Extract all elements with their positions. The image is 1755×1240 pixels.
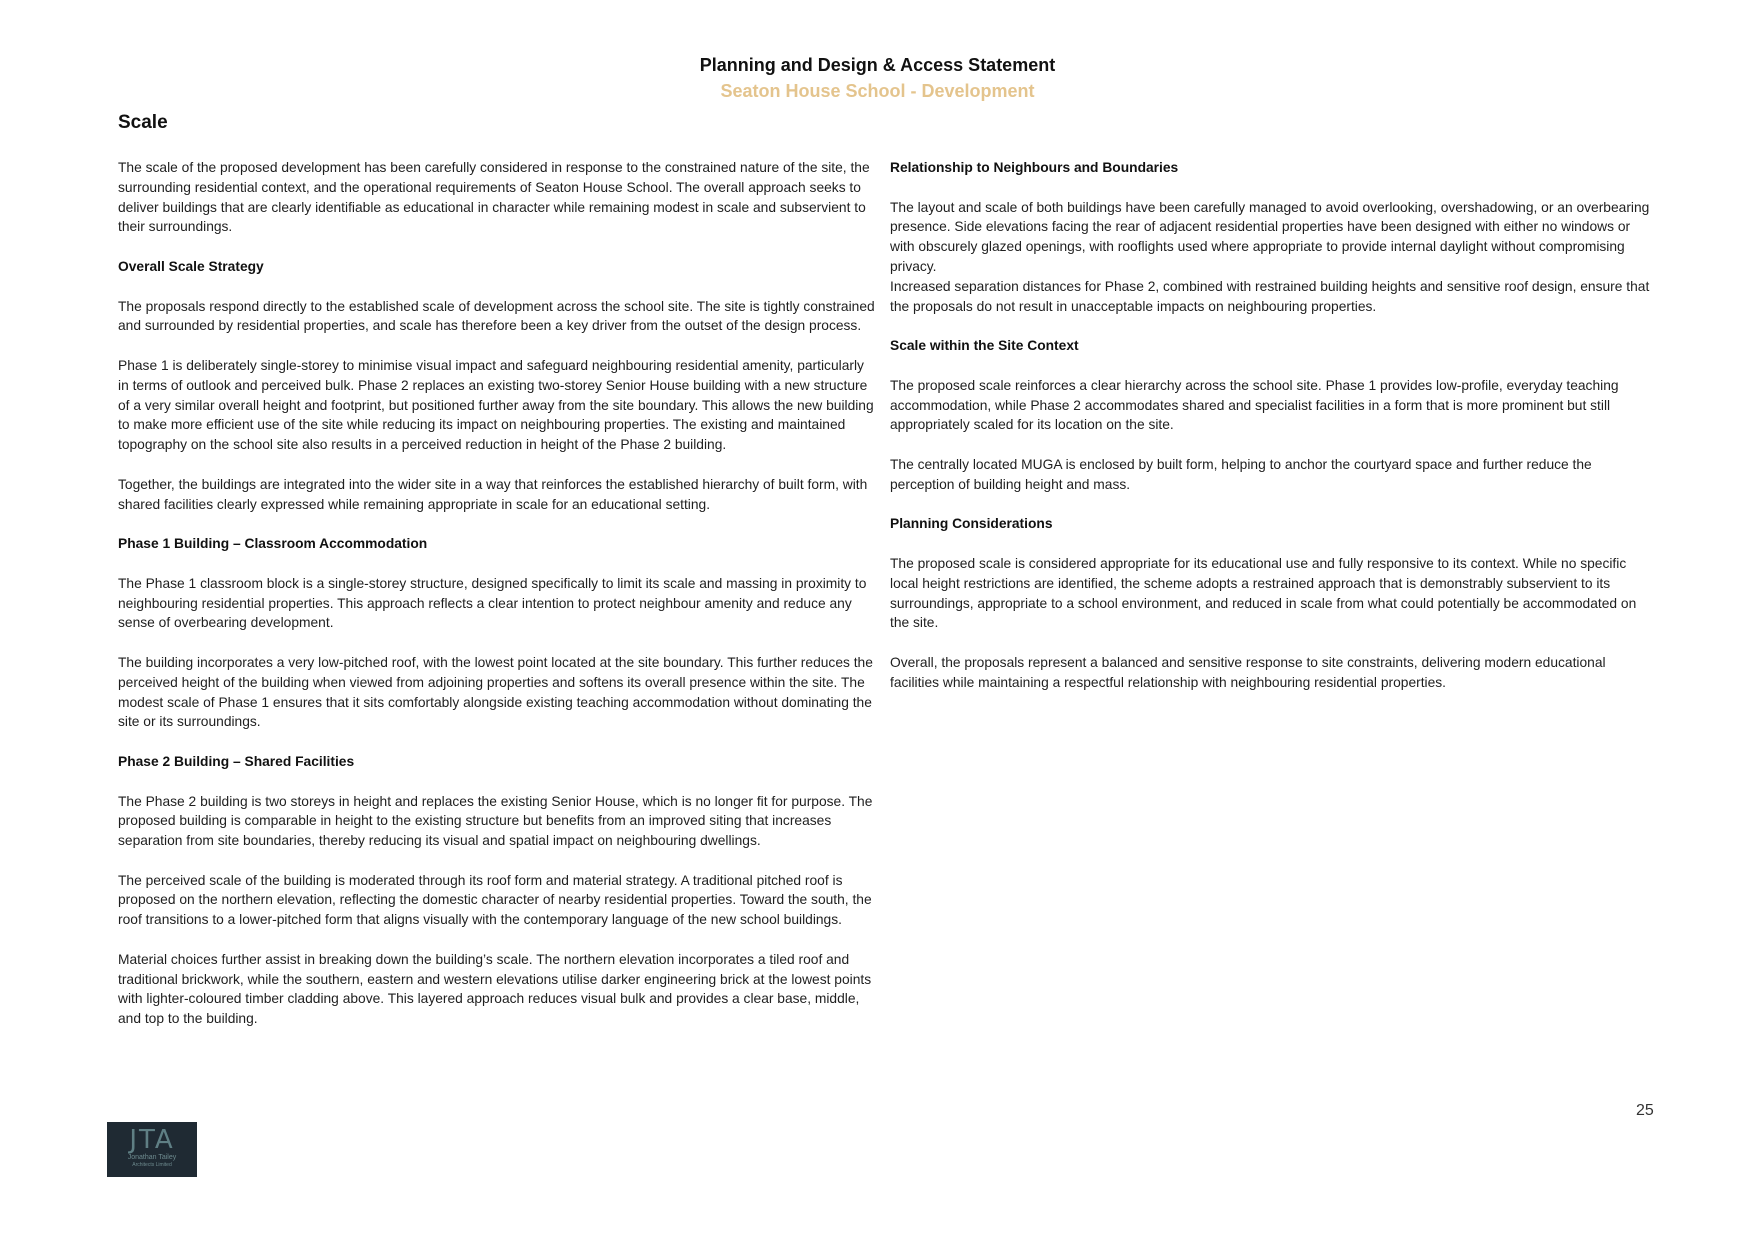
intro-paragraph: The scale of the proposed development has been carefully considered in response to the constrained nature of the site, the surrounding residential context, and the operational requirements of Seaton House School. The overall approach seeks to deliver buildings that are clearly identifiable as educational in character while remaining modest in scale and subservient to their surroundings. xyxy=(118,160,870,235)
neighbours-paragraph-2: Increased separation distances for Phase 2, combined with restrained building heights and sensitive roof design, ensure that the proposals do not result in unacceptable impacts on neighbouring properties. xyxy=(890,278,1650,314)
phase1-heading: Phase 1 Building – Classroom Accommodation xyxy=(118,536,428,552)
section-title: Scale xyxy=(118,112,168,133)
planning-heading: Planning Considerations xyxy=(890,516,1053,532)
overall-paragraph-2: Phase 1 is deliberately single-storey to minimise visual impact and safeguard neighbouring residential amenity, particularly in terms of outlook and perceived bulk. Phase 2 replaces an existing two-storey Senior House building with a new structure of a very similar overall height and footprint, but positioned further away from the site boundary. This allows the new building to make more efficient use of the site while reducing its impact on neighbouring properties. The existing and maintained topography on the school site also results in a perceived reduction in height of the Phase 2 building. xyxy=(118,357,874,453)
left-column xyxy=(118,158,878,1049)
document-subtitle: Seaton House School - Development xyxy=(720,81,1035,101)
planning-paragraph-1: The proposed scale is considered appropriate for its educational use and fully responsive to its context. While no specific local height restrictions are identified, the scheme adopts a restrained approach that is demonstrably subservient to its surroundings, appropriate to a school environment, and reduced in scale from what could potentially be accommodated on the site. xyxy=(890,555,1637,631)
phase1-paragraph-1: The Phase 1 classroom block is a single-storey structure, designed specifically to limit its scale and massing in proximity to neighbouring residential properties. This approach reflects a clear intention to protect neighbour amenity and reduce any sense of overbearing development. xyxy=(118,575,867,631)
phase1-paragraph-2: The building incorporates a very low-pitched roof, with the lowest point located at the site boundary. This further reduces the perceived height of the building when viewed from adjoining properties and softens its overall presence within the site. The modest scale of Phase 1 ensures that it sits comfortably alongside existing teaching accommodation without dominating the site or its surroundings. xyxy=(118,654,873,730)
page-number: 25 xyxy=(1636,1102,1654,1119)
right-column xyxy=(890,158,1650,712)
site-context-paragraph-1: The proposed scale reinforces a clear hierarchy across the school site. Phase 1 provides low-profile, everyday teaching accommodation, while Phase 2 accommodates shared and specialist facilities in a form that is more prominent but still appropriately scaled for its location on the site. xyxy=(890,377,1619,433)
document-title: Planning and Design & Access Statement xyxy=(699,55,1056,75)
site-context-heading: Scale within the Site Context xyxy=(890,338,1079,354)
phase2-paragraph-1: The Phase 2 building is two storeys in height and replaces the existing Senior House, which is no longer fit for purpose. The proposed building is comparable in height to the existing structure but benefits from an improved siting that increases separation from site boundaries, thereby reducing its visual and spatial impact on neighbouring dwellings. xyxy=(118,793,873,849)
company-logo xyxy=(107,1122,197,1177)
overall-scale-heading: Overall Scale Strategy xyxy=(118,258,264,274)
neighbours-paragraph-1: The layout and scale of both buildings have been carefully managed to avoid overlooking, overshadowing, or an overbearing presence. Side elevations facing the rear of adjacent residential properties have been designed with either no windows or with obscurely glazed openings, with rooflights used where appropriate to provide internal daylight without compromising privacy. xyxy=(890,199,1650,274)
phase2-paragraph-3: Material choices further assist in breaking down the building’s scale. The northern elevation incorporates a tiled roof and traditional brickwork, while the southern, eastern and western elevations utilise darker engineering brick at the lowest points with lighter-coloured timber cladding above. This layered approach reduces visual bulk and provides a clear base, middle, and top to the building. xyxy=(118,951,872,1027)
document-header xyxy=(0,53,1755,103)
phase2-paragraph-2: The perceived scale of the building is moderated through its roof form and material strategy. A traditional pitched roof is proposed on the northern elevation, reflecting the domestic character of nearby residential properties. Toward the south, the roof transitions to a lower-pitched form that aligns visually with the contemporary language of the new school buildings. xyxy=(118,872,872,928)
phase2-heading: Phase 2 Building – Shared Facilities xyxy=(118,753,355,769)
logo-name: Jonathan Tailey xyxy=(127,1154,177,1161)
logo-mark: JTA xyxy=(129,1125,175,1155)
neighbours-heading: Relationship to Neighbours and Boundaries xyxy=(890,160,1179,175)
site-context-paragraph-2: The centrally located MUGA is enclosed by built form, helping to anchor the courtyard space and further reduce the perception of building height and mass. xyxy=(890,456,1592,492)
logo-subtitle: Architects Limited xyxy=(132,1162,172,1168)
overall-paragraph-1: The proposals respond directly to the established scale of development across the school site. The site is tightly constrained and surrounded by residential properties, and scale has therefore been a key driver from the outset of the design process. xyxy=(118,298,875,334)
planning-paragraph-2: Overall, the proposals represent a balanced and sensitive response to site constraints, delivering modern educational facilities while maintaining a respectful relationship with neighbouring residential properties. xyxy=(890,654,1606,690)
overall-paragraph-3: Together, the buildings are integrated into the wider site in a way that reinforces the established hierarchy of built form, with shared facilities clearly expressed while remaining appropriate in scale for an educational setting. xyxy=(118,476,868,512)
